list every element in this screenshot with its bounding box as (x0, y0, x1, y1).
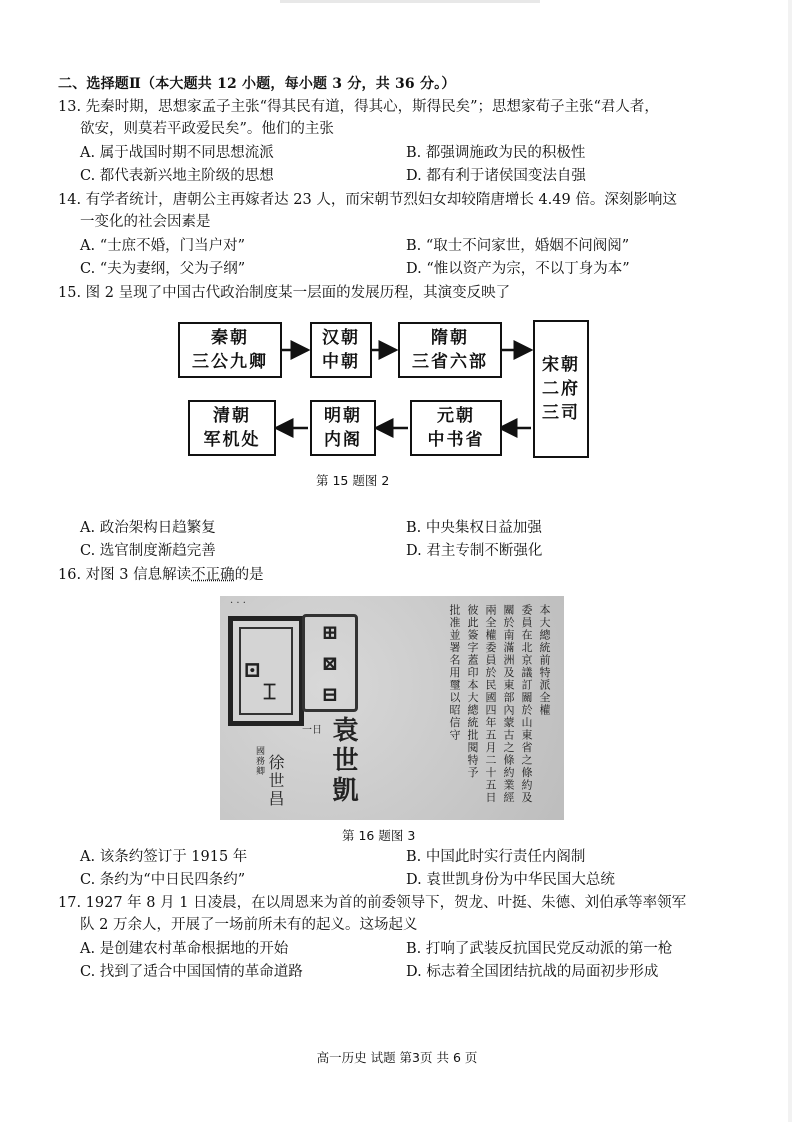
question-16-option-d: D. 袁世凯身份为中华民国大总统 (406, 872, 615, 888)
seal-left-glyph-1: ⊡ (243, 657, 262, 683)
question-13-line2: 欲安，则莫若平政爱民矣”。他们的主张 (80, 121, 334, 137)
question-14-stem (58, 189, 748, 233)
question-14-option-c: C. “夫为妻纲，父为子纲” (80, 261, 246, 277)
question-16-option-b: B. 中国此时实行责任内阁制 (406, 849, 586, 865)
question-16-emphasis: 不正确 (191, 567, 235, 583)
signature-yuan-shikai: 袁世凱 (328, 716, 358, 806)
box-ming (310, 400, 376, 456)
question-17-option-c: C. 找到了适合中国国情的革命道路 (80, 964, 303, 980)
question-15-option-d: D. 君主专制不断强化 (406, 543, 543, 559)
question-13-option-b: B. 都强调施政为民的积极性 (406, 145, 586, 161)
seal-right-glyph-3: ⊟ (321, 681, 339, 706)
question-16-line1-post: 的是 (234, 567, 264, 583)
question-14-option-b: B. “取士不问家世，婚姻不问阀阅” (406, 238, 630, 254)
treaty-document-photo (220, 596, 564, 820)
minister-title: 國務卿 (254, 746, 264, 776)
figure-2-caption: 第 15 题图 2 (316, 473, 390, 488)
treaty-text-column-3: 關於南滿洲及東部內蒙古之條約業經 (502, 604, 515, 804)
box-qing-dynasty: 清朝 (213, 406, 251, 426)
box-yuan-institution: 中书省 (427, 430, 485, 450)
date-mark: 一日 (302, 725, 322, 736)
seal-right (302, 614, 358, 712)
question-16-option-c: C. 条约为“中日民四条约” (80, 872, 246, 888)
question-17-option-a: A. 是创建农村革命根据地的开始 (80, 941, 289, 957)
question-16-stem (58, 564, 748, 586)
box-han (310, 322, 372, 378)
section-title: 二、选择题Ⅱ（本大题共 12 小题，每小题 3 分，共 36 分。） (58, 76, 456, 92)
scan-artifact-top (280, 0, 540, 3)
question-17-option-b: B. 打响了武装反抗国民党反动派的第一枪 (406, 941, 673, 957)
seal-left (228, 616, 304, 726)
question-15-stem (58, 282, 748, 304)
box-han-dynasty: 汉朝 (322, 328, 360, 348)
question-17-option-d: D. 标志着全国团结抗战的局面初步形成 (406, 964, 659, 980)
box-qin (178, 322, 282, 378)
question-13-line1: 13. 先秦时期，思想家孟子主张“得其民有道，得其心，斯得民矣”；思想家荀子主张“君人者， (58, 99, 659, 115)
treaty-text-column-4: 兩全權委員於民國四年五月二十五日 (484, 604, 497, 804)
question-14-line1: 14. 有学者统计，唐朝公主再嫁者达 23 人，而宋朝节烈妇女却较隋唐增长 4.49 倍。深刻影响这 (58, 192, 677, 208)
box-sui (398, 322, 502, 378)
question-16-line1-pre: 16. 对图 3 信息解读 (58, 567, 192, 583)
seal-left-glyph-2: ⌶ (263, 679, 277, 705)
question-13-option-a: A. 属于战国时期不同思想流派 (80, 145, 274, 161)
question-13-stem (58, 96, 748, 140)
treaty-text-column-5: 彼此簽字蓋印本大總統批閱特予 (466, 604, 479, 779)
treaty-text-column-6: 批准並署名用璽以昭信守 (448, 604, 461, 742)
box-ming-dynasty: 明朝 (324, 406, 362, 426)
question-15-option-c: C. 选官制度渐趋完善 (80, 543, 216, 559)
box-song-institution-1: 二府 (542, 379, 580, 399)
box-qing-institution: 军机处 (203, 430, 261, 450)
figure-3-caption: 第 16 题图 3 (342, 828, 416, 843)
box-qin-institution: 三公九卿 (192, 352, 268, 372)
question-17-line2: 队 2 万余人，开展了一场前所未有的起义。这场起义 (80, 917, 418, 933)
box-qing (188, 400, 276, 456)
seal-right-glyph-2: ⊠ (321, 650, 339, 675)
box-yuan (410, 400, 502, 456)
treaty-text-column-1: 本大總統前特派全權 (538, 604, 551, 717)
dynasty-institution-flow-diagram (178, 318, 588, 468)
box-song (533, 320, 589, 458)
page-footer: 高一历史 试题 第3页 共 6 页 (316, 1050, 478, 1065)
treaty-text-column-2: 委員在北京議訂關於山東省之條約及 (520, 604, 533, 804)
box-sui-institution: 三省六部 (412, 352, 488, 372)
box-yuan-dynasty: 元朝 (437, 406, 475, 426)
question-15-option-b: B. 中央集权日益加强 (406, 520, 542, 536)
box-song-institution-2: 三司 (542, 403, 580, 423)
box-qin-dynasty: 秦朝 (211, 328, 249, 348)
box-han-institution: 中朝 (322, 352, 360, 372)
box-ming-institution: 内阁 (324, 430, 362, 450)
question-14-line2: 一变化的社会因素是 (80, 214, 211, 230)
question-16-option-a: A. 该条约签订于 1915 年 (80, 849, 248, 865)
question-14-option-a: A. “士庶不婚，门当户对” (80, 238, 246, 254)
scan-artifact-edge (788, 0, 792, 1122)
question-13-option-c: C. 都代表新兴地主阶级的思想 (80, 168, 274, 184)
box-sui-dynasty: 隋朝 (431, 328, 469, 348)
box-song-dynasty: 宋朝 (542, 355, 580, 375)
question-17-stem (58, 892, 748, 936)
photo-dots: · · · (230, 598, 246, 609)
minister-name: 徐世昌 (266, 754, 285, 808)
question-14-option-d: D. “惟以资产为宗，不以丁身为本” (406, 261, 630, 277)
seal-right-glyph-1: ⊞ (321, 620, 339, 645)
question-15-line1: 15. 图 2 呈现了中国古代政治制度某一层面的发展历程，其演变反映了 (58, 285, 511, 301)
question-15-option-a: A. 政治架构日趋繁复 (80, 520, 216, 536)
question-17-line1: 17. 1927 年 8 月 1 日凌晨，在以周恩来为首的前委领导下，贺龙、叶挺、朱德、刘伯承等率领军 (58, 895, 687, 911)
question-13-option-d: D. 都有利于诸侯国变法自强 (406, 168, 586, 184)
